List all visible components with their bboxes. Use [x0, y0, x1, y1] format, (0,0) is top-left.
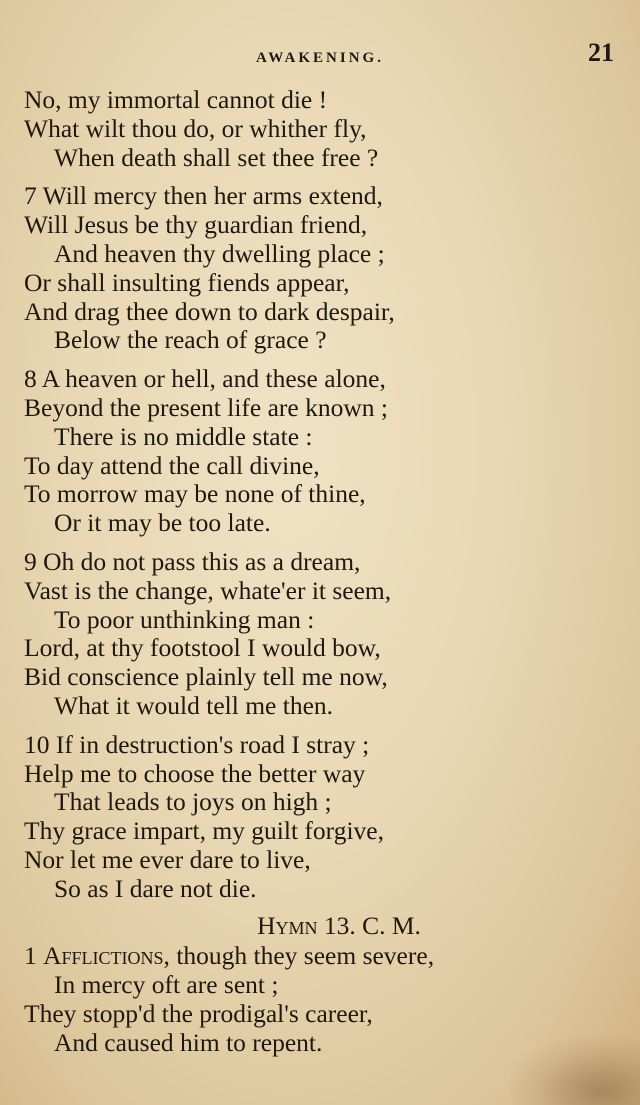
verse-line: Will Jesus be thy guardian friend, — [24, 210, 368, 240]
hymn-heading-word: Hymn — [257, 910, 318, 940]
first-word: Afflictions, — [43, 941, 170, 971]
verse-line: Or it may be too late. — [54, 508, 271, 538]
verse-line: To morrow may be none of thine, — [24, 479, 366, 509]
verse-line: 8 A heaven or hell, and these alone, — [24, 364, 386, 394]
verse-line: And caused him to repent. — [54, 1027, 323, 1057]
verse-line: What it would tell me then. — [54, 690, 334, 720]
hymn-text — [24, 86, 624, 1068]
verse-line: And drag thee down to dark despair, — [24, 296, 395, 326]
hymn-heading-meter: 13. C. M. — [317, 910, 421, 940]
verse-line: 9 Oh do not pass this as a dream, — [24, 546, 361, 576]
page-number: 21 — [588, 38, 614, 67]
verse-line: To poor unthinking man : — [54, 604, 315, 634]
first-line-rest: though they seem severe, — [169, 941, 435, 971]
stanza-8 — [24, 365, 624, 538]
stanza-9 — [24, 548, 624, 721]
stanza-7 — [24, 182, 624, 355]
verse-line: When death shall set thee free ? — [54, 142, 379, 172]
verse-line: And heaven thy dwelling place ; — [54, 238, 385, 268]
verse-line: Thy grace impart, my guilt forgive, — [24, 816, 384, 846]
verse-line: To day attend the call divine, — [24, 450, 320, 480]
verse-line: So as I dare not die. — [54, 873, 257, 903]
verse-line: 7 Will mercy then her arms extend, — [24, 181, 383, 211]
stanza-10 — [24, 731, 624, 904]
verse-line: Beyond the present life are known ; — [24, 392, 388, 422]
verse-line: No, my immortal cannot die ! — [24, 85, 328, 114]
verse-line: Bid conscience plainly tell me now, — [24, 662, 388, 692]
verse-line: They stopp'd the prodigal's career, — [24, 998, 373, 1028]
verse-line: There is no middle state : — [54, 421, 313, 451]
page-stain — [510, 1035, 640, 1105]
verse-line: Or shall insulting fiends appear, — [24, 267, 350, 297]
verse-line: Help me to choose the better way — [24, 758, 366, 788]
verse-line: Nor let me ever dare to live, — [24, 844, 311, 874]
verse-line: That leads to joys on high ; — [54, 787, 332, 817]
verse-line: In mercy oft are sent ; — [54, 970, 279, 1000]
verse-line: What wilt thou do, or whither fly, — [24, 113, 367, 143]
stanza-number: 1 — [24, 941, 44, 971]
verse-line: Below the reach of grace ? — [54, 325, 327, 355]
running-head: AWAKENING. — [256, 50, 384, 66]
verse-line: Vast is the change, whate'er it seem, — [24, 575, 392, 605]
verse-line — [24, 942, 624, 971]
stanza-6-continued — [24, 86, 624, 172]
verse-line: Lord, at thy footstool I would bow, — [24, 633, 381, 663]
hymn-heading — [24, 912, 624, 941]
verse-line: 10 If in destruction's road I stray ; — [24, 729, 370, 759]
